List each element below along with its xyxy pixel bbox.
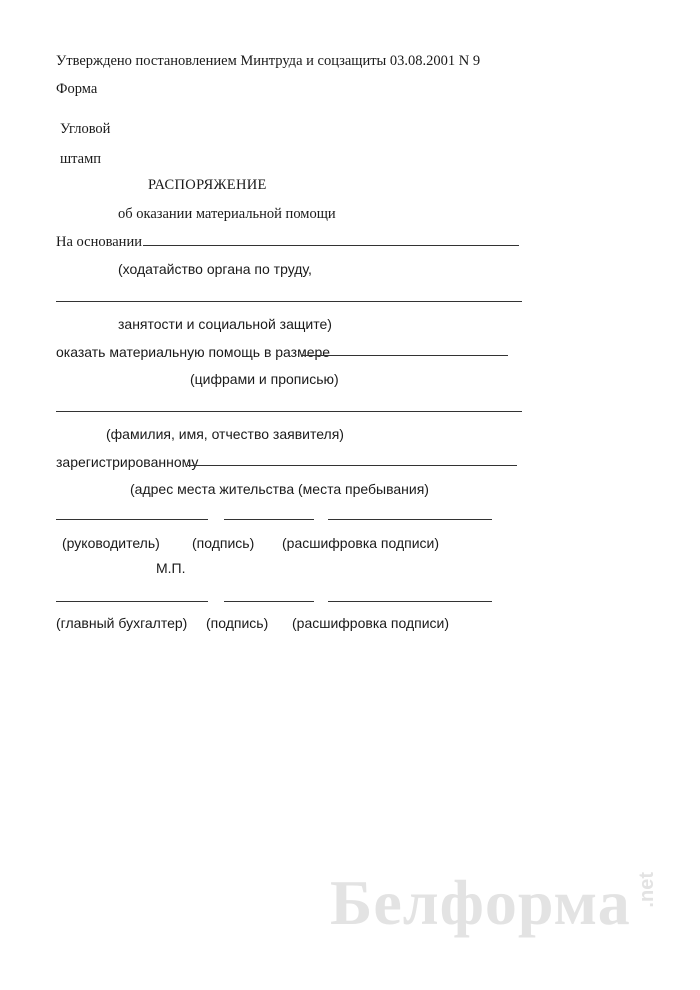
amount-label: оказать материальную помощь в размере (56, 344, 331, 360)
amount-hint: (цифрами и прописью) (190, 371, 339, 387)
basis-label: На основании (56, 234, 142, 250)
accountant-caption: (главный бухгалтер) (56, 615, 188, 631)
petition-hint-1: (ходатайство органа по труду, (118, 261, 312, 277)
watermark-logo-suffix: .net (636, 872, 658, 908)
registered-label: зарегистрированному (56, 454, 199, 470)
watermark-logo: Белформа (330, 867, 631, 938)
document-subtitle: об оказании материальной помощи (118, 206, 336, 222)
form-label: Форма (56, 81, 98, 97)
head-signature-line[interactable] (224, 519, 314, 520)
head-name-line[interactable] (56, 519, 208, 520)
head-decode-caption: (расшифровка подписи) (282, 535, 440, 551)
petition-hint-2: занятости и социальной защите) (118, 316, 332, 332)
accountant-decode-caption: (расшифровка подписи) (292, 615, 450, 631)
corner-stamp-line1: Угловой (60, 121, 111, 137)
head-caption: (руководитель) (62, 535, 160, 551)
corner-stamp-line2: штамп (60, 151, 102, 167)
amount-words-field-line[interactable] (56, 411, 522, 412)
accountant-name-line[interactable] (56, 601, 208, 602)
approval-note: Утверждено постановлением Минтруда и соцзащиты 03.08.2001 N 9 (56, 53, 481, 69)
address-hint: (адрес места жительства (места пребывания) (130, 481, 429, 497)
address-field-line[interactable] (188, 465, 517, 466)
head-signature-caption: (подпись) (192, 535, 255, 551)
applicant-name-hint: (фамилия, имя, отчество заявителя) (106, 426, 344, 442)
accountant-decode-line[interactable] (328, 601, 492, 602)
accountant-signature-line[interactable] (224, 601, 314, 602)
head-decode-line[interactable] (328, 519, 492, 520)
amount-field-line[interactable] (301, 355, 508, 356)
accountant-signature-caption: (подпись) (206, 615, 269, 631)
petition-field-line[interactable] (56, 301, 522, 302)
document-title: РАСПОРЯЖЕНИЕ (148, 177, 267, 193)
basis-field-line[interactable] (143, 245, 519, 246)
seal-place-label: М.П. (156, 560, 186, 576)
